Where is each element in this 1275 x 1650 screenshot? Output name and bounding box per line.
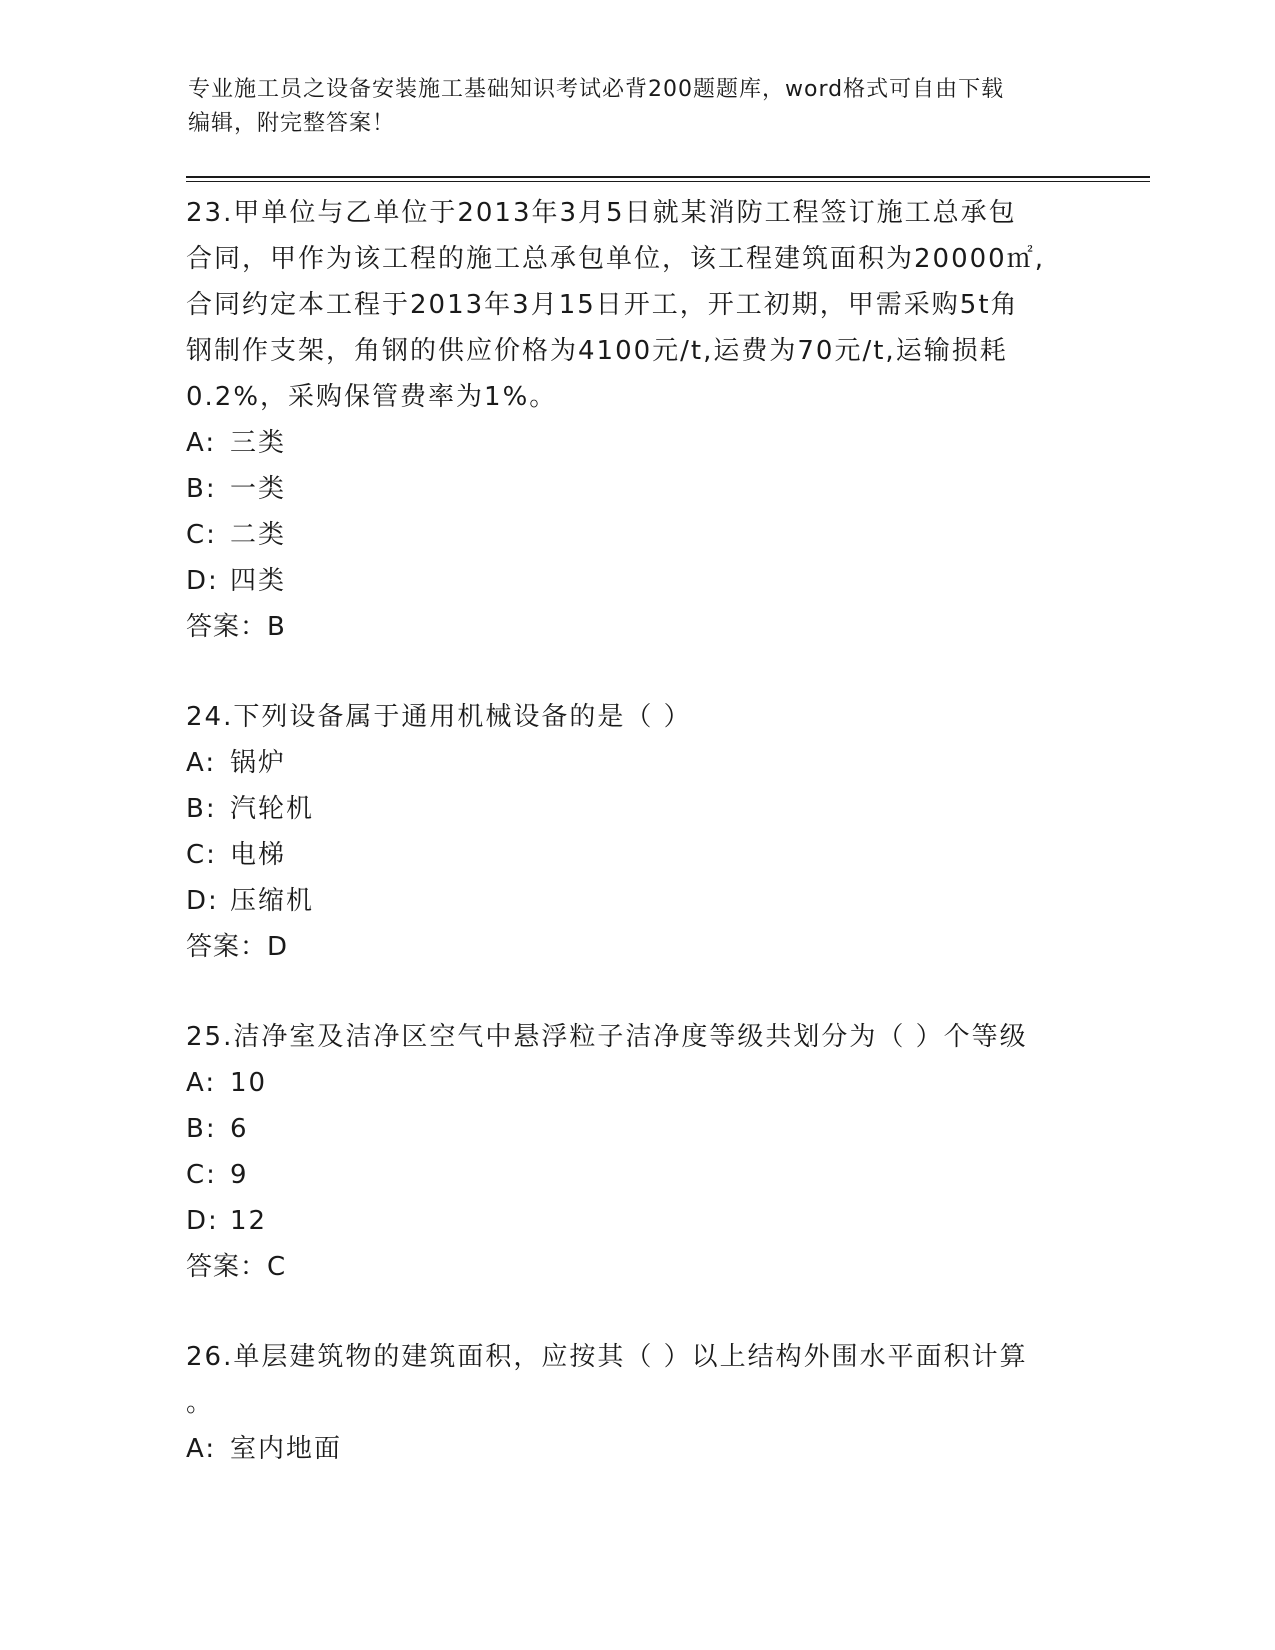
option-b bbox=[186, 786, 1086, 832]
question-stem-line: 25.洁净室及洁净区空气中悬浮粒子洁净度等级共划分为（ ）个等级 bbox=[186, 1022, 1028, 1052]
answer-line: 答案：B bbox=[186, 612, 286, 642]
option-text: 10 bbox=[230, 1068, 268, 1098]
option-key: C: bbox=[186, 520, 217, 550]
option-d bbox=[186, 1198, 1086, 1244]
option-text: 12 bbox=[230, 1206, 268, 1236]
question-stem-line: 合同约定本工程于2013年3月15日开工，开工初期，甲需采购5t角 bbox=[186, 290, 1019, 320]
option-key: D: bbox=[186, 1206, 219, 1236]
option-b bbox=[186, 1106, 1086, 1152]
option-key: B: bbox=[186, 1114, 217, 1144]
question-stem-line: 0.2%，采购保管费率为1%。 bbox=[186, 382, 558, 412]
answer-line: 答案：C bbox=[186, 1252, 287, 1282]
option-c bbox=[186, 832, 1086, 878]
header-divider-thick bbox=[186, 176, 1150, 178]
option-text: 6 bbox=[230, 1114, 249, 1144]
option-text: 三类 bbox=[230, 428, 287, 458]
question-24 bbox=[186, 694, 1086, 970]
option-key: C: bbox=[186, 1160, 217, 1190]
option-text: 电梯 bbox=[230, 840, 287, 870]
option-text: 压缩机 bbox=[230, 886, 315, 916]
option-key: A: bbox=[186, 748, 217, 778]
option-a bbox=[186, 740, 1086, 786]
question-stem-line: 合同，甲作为该工程的施工总承包单位，该工程建筑面积为20000㎡, bbox=[186, 244, 1045, 274]
option-a bbox=[186, 1426, 1086, 1472]
option-text: 9 bbox=[230, 1160, 249, 1190]
option-text: 二类 bbox=[230, 520, 287, 550]
question-list bbox=[186, 190, 1086, 1516]
question-26 bbox=[186, 1334, 1086, 1472]
answer-line: 答案：D bbox=[186, 932, 289, 962]
option-a bbox=[186, 420, 1086, 466]
option-c bbox=[186, 1152, 1086, 1198]
option-text: 汽轮机 bbox=[230, 794, 315, 824]
option-text: 室内地面 bbox=[230, 1434, 343, 1464]
option-text: 四类 bbox=[230, 566, 287, 596]
header-line-2: 编辑，附完整答案！ bbox=[188, 111, 396, 136]
option-key: D: bbox=[186, 886, 219, 916]
option-c bbox=[186, 512, 1086, 558]
option-key: D: bbox=[186, 566, 219, 596]
option-text: 锅炉 bbox=[230, 748, 287, 778]
option-key: B: bbox=[186, 794, 217, 824]
question-stem-line: 24.下列设备属于通用机械设备的是（ ） bbox=[186, 702, 692, 732]
question-stem-line: 钢制作支架，角钢的供应价格为4100元/t,运费为70元/t,运输损耗 bbox=[186, 336, 1008, 366]
header-line-1: 专业施工员之设备安装施工基础知识考试必背200题题库，word格式可自由下载 bbox=[188, 77, 1005, 102]
option-key: A: bbox=[186, 1068, 217, 1098]
option-key: A: bbox=[186, 1434, 217, 1464]
option-text: 一类 bbox=[230, 474, 287, 504]
option-a bbox=[186, 1060, 1086, 1106]
header-divider-thin bbox=[186, 181, 1150, 182]
question-stem-line: 26.单层建筑物的建筑面积，应按其（ ）以上结构外围水平面积计算 bbox=[186, 1342, 1028, 1372]
option-key: B: bbox=[186, 474, 217, 504]
option-b bbox=[186, 466, 1086, 512]
option-d bbox=[186, 558, 1086, 604]
question-23 bbox=[186, 190, 1086, 650]
question-stem-line: 23.甲单位与乙单位于2013年3月5日就某消防工程签订施工总承包 bbox=[186, 198, 1017, 228]
option-key: A: bbox=[186, 428, 217, 458]
option-d bbox=[186, 878, 1086, 924]
option-key: C: bbox=[186, 840, 217, 870]
question-25 bbox=[186, 1014, 1086, 1290]
page-header bbox=[188, 73, 1068, 141]
question-stem-line: 。 bbox=[186, 1388, 215, 1418]
